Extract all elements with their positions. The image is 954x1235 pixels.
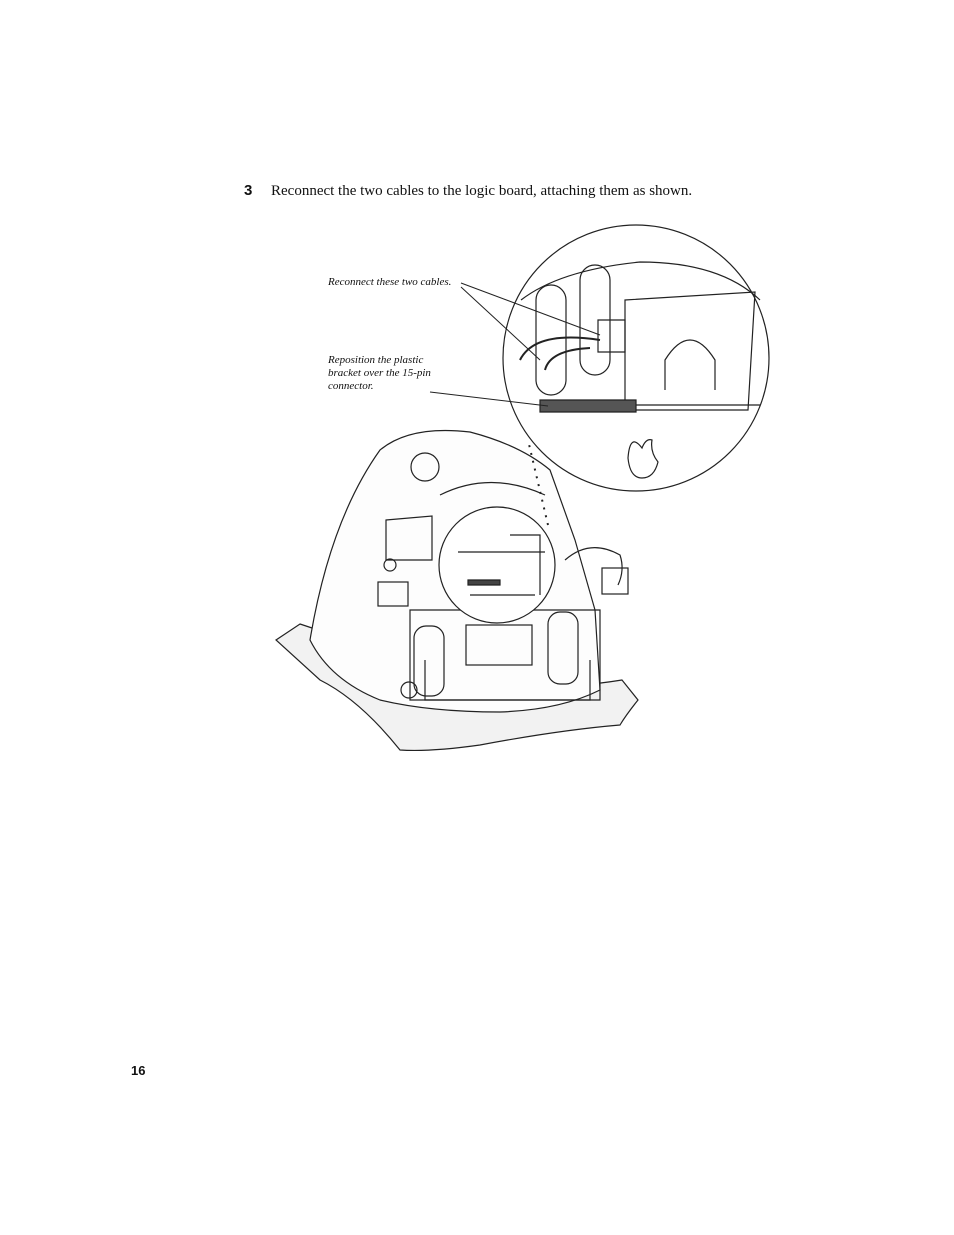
page-number: 16 bbox=[131, 1063, 146, 1078]
callout-cables: Reconnect these two cables. bbox=[328, 276, 452, 288]
small-connector bbox=[468, 580, 500, 585]
step-text: Reconnect the two cables to the logic board, attaching them as shown. bbox=[271, 183, 693, 199]
callout-bracket: Reposition the plastic bracket over the 15-pin connector. bbox=[328, 354, 431, 392]
detail-circle-small bbox=[439, 507, 555, 623]
large-15pin-connector bbox=[540, 400, 636, 412]
step-number: 3 bbox=[244, 182, 253, 199]
external-connector bbox=[602, 568, 628, 594]
